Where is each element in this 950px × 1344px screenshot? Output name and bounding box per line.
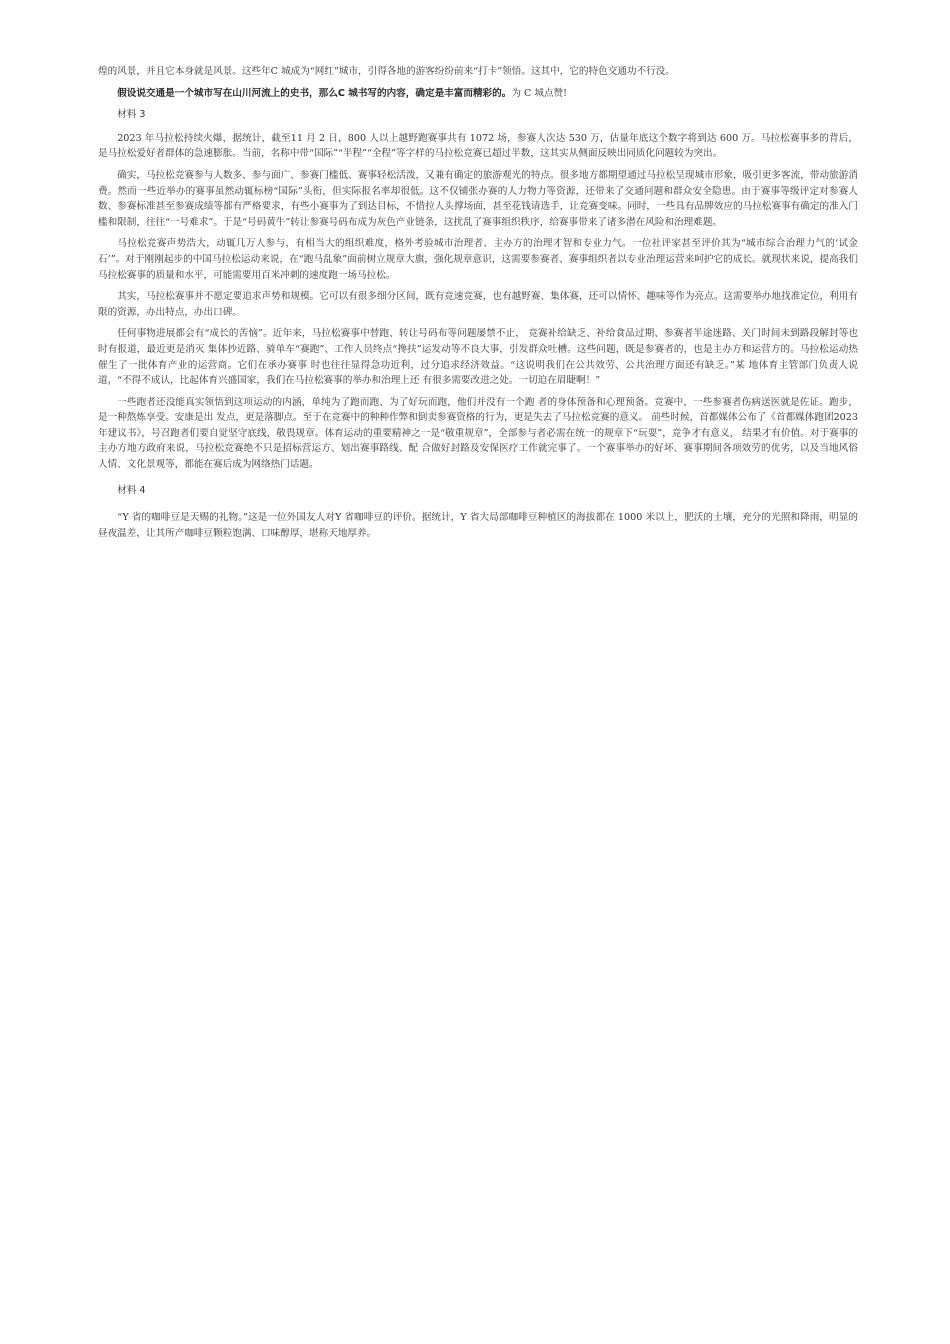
document-page — [98, 64, 858, 547]
continuation-paragraph: 煌的风景，并且它本身就是风景。这些年C 城成为“网红”城市，引得各地的游客纷纷前来“打卡”领悟。这其中，它的特色交通功不行没。 — [98, 66, 675, 77]
material-4-heading: 材料 4 — [117, 484, 146, 496]
material-3-paragraph-2: 确实，马拉松竞赛参与人数多、参与面广、参赛门槛低、赛事轻松活泼，又兼有确定的旅游观光的特点。很多地方都期望通过马拉松呈现城市形象，吸引更多客流，带动旅游消费。然而一些近举办的赛事虽然动辄标榜“国际”头衔，但实际报名率却很低。这不仅铺张办赛的人力物力等资源，还带来了交通问题和群众安全隐患。由于赛事等级评定对参赛人数、参赛标准甚至参赛成绩等都有严格要求，有些小赛事为了到达目标，不惜拉人头撑场面，甚至花钱请选手，让竞赛变味。同时，一些具有品牌效应的马拉松赛事有确定的准入门槛和限制，往往“一号难求”。于是“号码黄牛”转让参赛号码布成为灰色产业链条，这扰乱了赛事组织秩序，给赛事带来了诸多潜在风险和治理难题。 — [98, 169, 858, 228]
material-3-paragraph-1: 2023 年马拉松持续火爆，据统计，截至11 月 2 日，800 人以上越野跑赛事共有 1072 场，参赛人次达 530 万，估量年底这个数字将到达 600 万。马拉松赛事多的背后，是马拉松爱好者群体的急速膨胀。当前，名称中带“国际”“半程”“全程”等字样的马拉松竞赛已超过半数，这其实从侧面反映出同质化问题较为突出。 — [98, 132, 858, 160]
material-3-heading: 材料 3 — [117, 109, 146, 121]
material-3-paragraph-5: 任何事物进展都会有“成长的苦恼”。近年来，马拉松赛事中替跑、转让号码布等问题屡禁不止， 竞赛补给缺乏、补给食品过期、参赛者半途迷路、关门时间未到路段解封等也时有报道，最近更是消灭 集体抄近路、骑单车“赛跑”、工作人员终点“搀扶”运发动等不良大事，引发群众吐槽。这些问题，既是参赛者的，也是主办方和运营方的。马拉松运动热催生了一批体育产业的运营商。它们在承办赛事 时也往往显得急功近利，过分追求经济效益。“这说明我们在公共效劳、公共治理方面还有缺乏。”某 地体育主管部门负责人说道，“不得不成认，比起体育兴盛国家，我们在马拉松赛事的举办和治理上还 有很多需要改进之处。一切迫在眉睫啊！” — [98, 328, 858, 387]
material-4-paragraph-1: “Y 省的咖啡豆是天赐的礼物。”这是一位外国友人对Y 省咖啡豆的评价。据统计，Y 省大局部咖啡豆种植区的海拔都在 1000 米以上，肥沃的土壤，充分的光照和降雨，明显的昼夜温差，让其所产咖啡豆颗粒饱满、口味醇厚，堪称天地厚养。 — [98, 512, 858, 539]
summary-bold-text: 假设说交通是一个城市写在山川河流上的史书，那么C 城书写的内容，确定是丰富而精彩的。 — [117, 87, 512, 99]
material-3-paragraph-4: 其实，马拉松赛事并不愿定要追求声势和规模。它可以有很多细分区间，既有竞速竞赛，也有越野赛、集体赛，还可以情怀、趣味等作为亮点。这需要举办地找准定位，利用有限的资源，办出特点，办出口碑。 — [98, 291, 858, 318]
summary-paragraph — [98, 86, 858, 102]
summary-normal-text: 为 C 城点赞! — [511, 87, 567, 99]
material-3-paragraph-6: 一些跑者还没能真实领悟到这项运动的内涵，单纯为了跑而跑、为了好玩而跑，他们并没有一个跑 者的身体预备和心理预备。竞赛中，一些参赛者伤病送医就是佐证。跑步，是一种熬炼享受。安康是出 发点，更是落脚点。至于在竞赛中的种种作弊和倒卖参赛资格的行为，更是失去了马拉松竞赛的意义。 前些时候，首都媒体公布了《首都媒体跑团2023 年建议书》，号召跑者们要自觉坚守底线，敬畏规章。体育运动的重要精神之一是“敬重规章”，全部参与者必需在统一的规章下“玩耍”，竞争才有意义， 结果才有价值。对于赛事的主办方地方政府来说，马拉松竞赛绝不只是招标营运方、划出赛事路线、配 合做好封路及安保医疗工作就完事了。一个赛事举办的好坏、赛事期间各项效劳的优劣，以及当地风俗 人情、文化景观等，都能在赛后成为网络热门话题。 — [98, 396, 858, 471]
material-3-paragraph-3: 马拉松竞赛声势浩大，动辄几万人参与，有相当大的组织难度，格外考验城市治理者、主办方的治理才智和专业力气。一位社评家甚至评价其为“城市综合治理力气的‘试金石’”。对于刚刚起步的中国马拉松运动来说，在“跑马乱象”面前树立规章大旗，强化规章意识，这需要参赛者、赛事组织者以专业治理运营来呵护它的成长。就现状来说，提高我们马拉松赛事的质量和水平，可能需要用百米冲刺的速度跑一场马拉松。 — [98, 238, 858, 281]
